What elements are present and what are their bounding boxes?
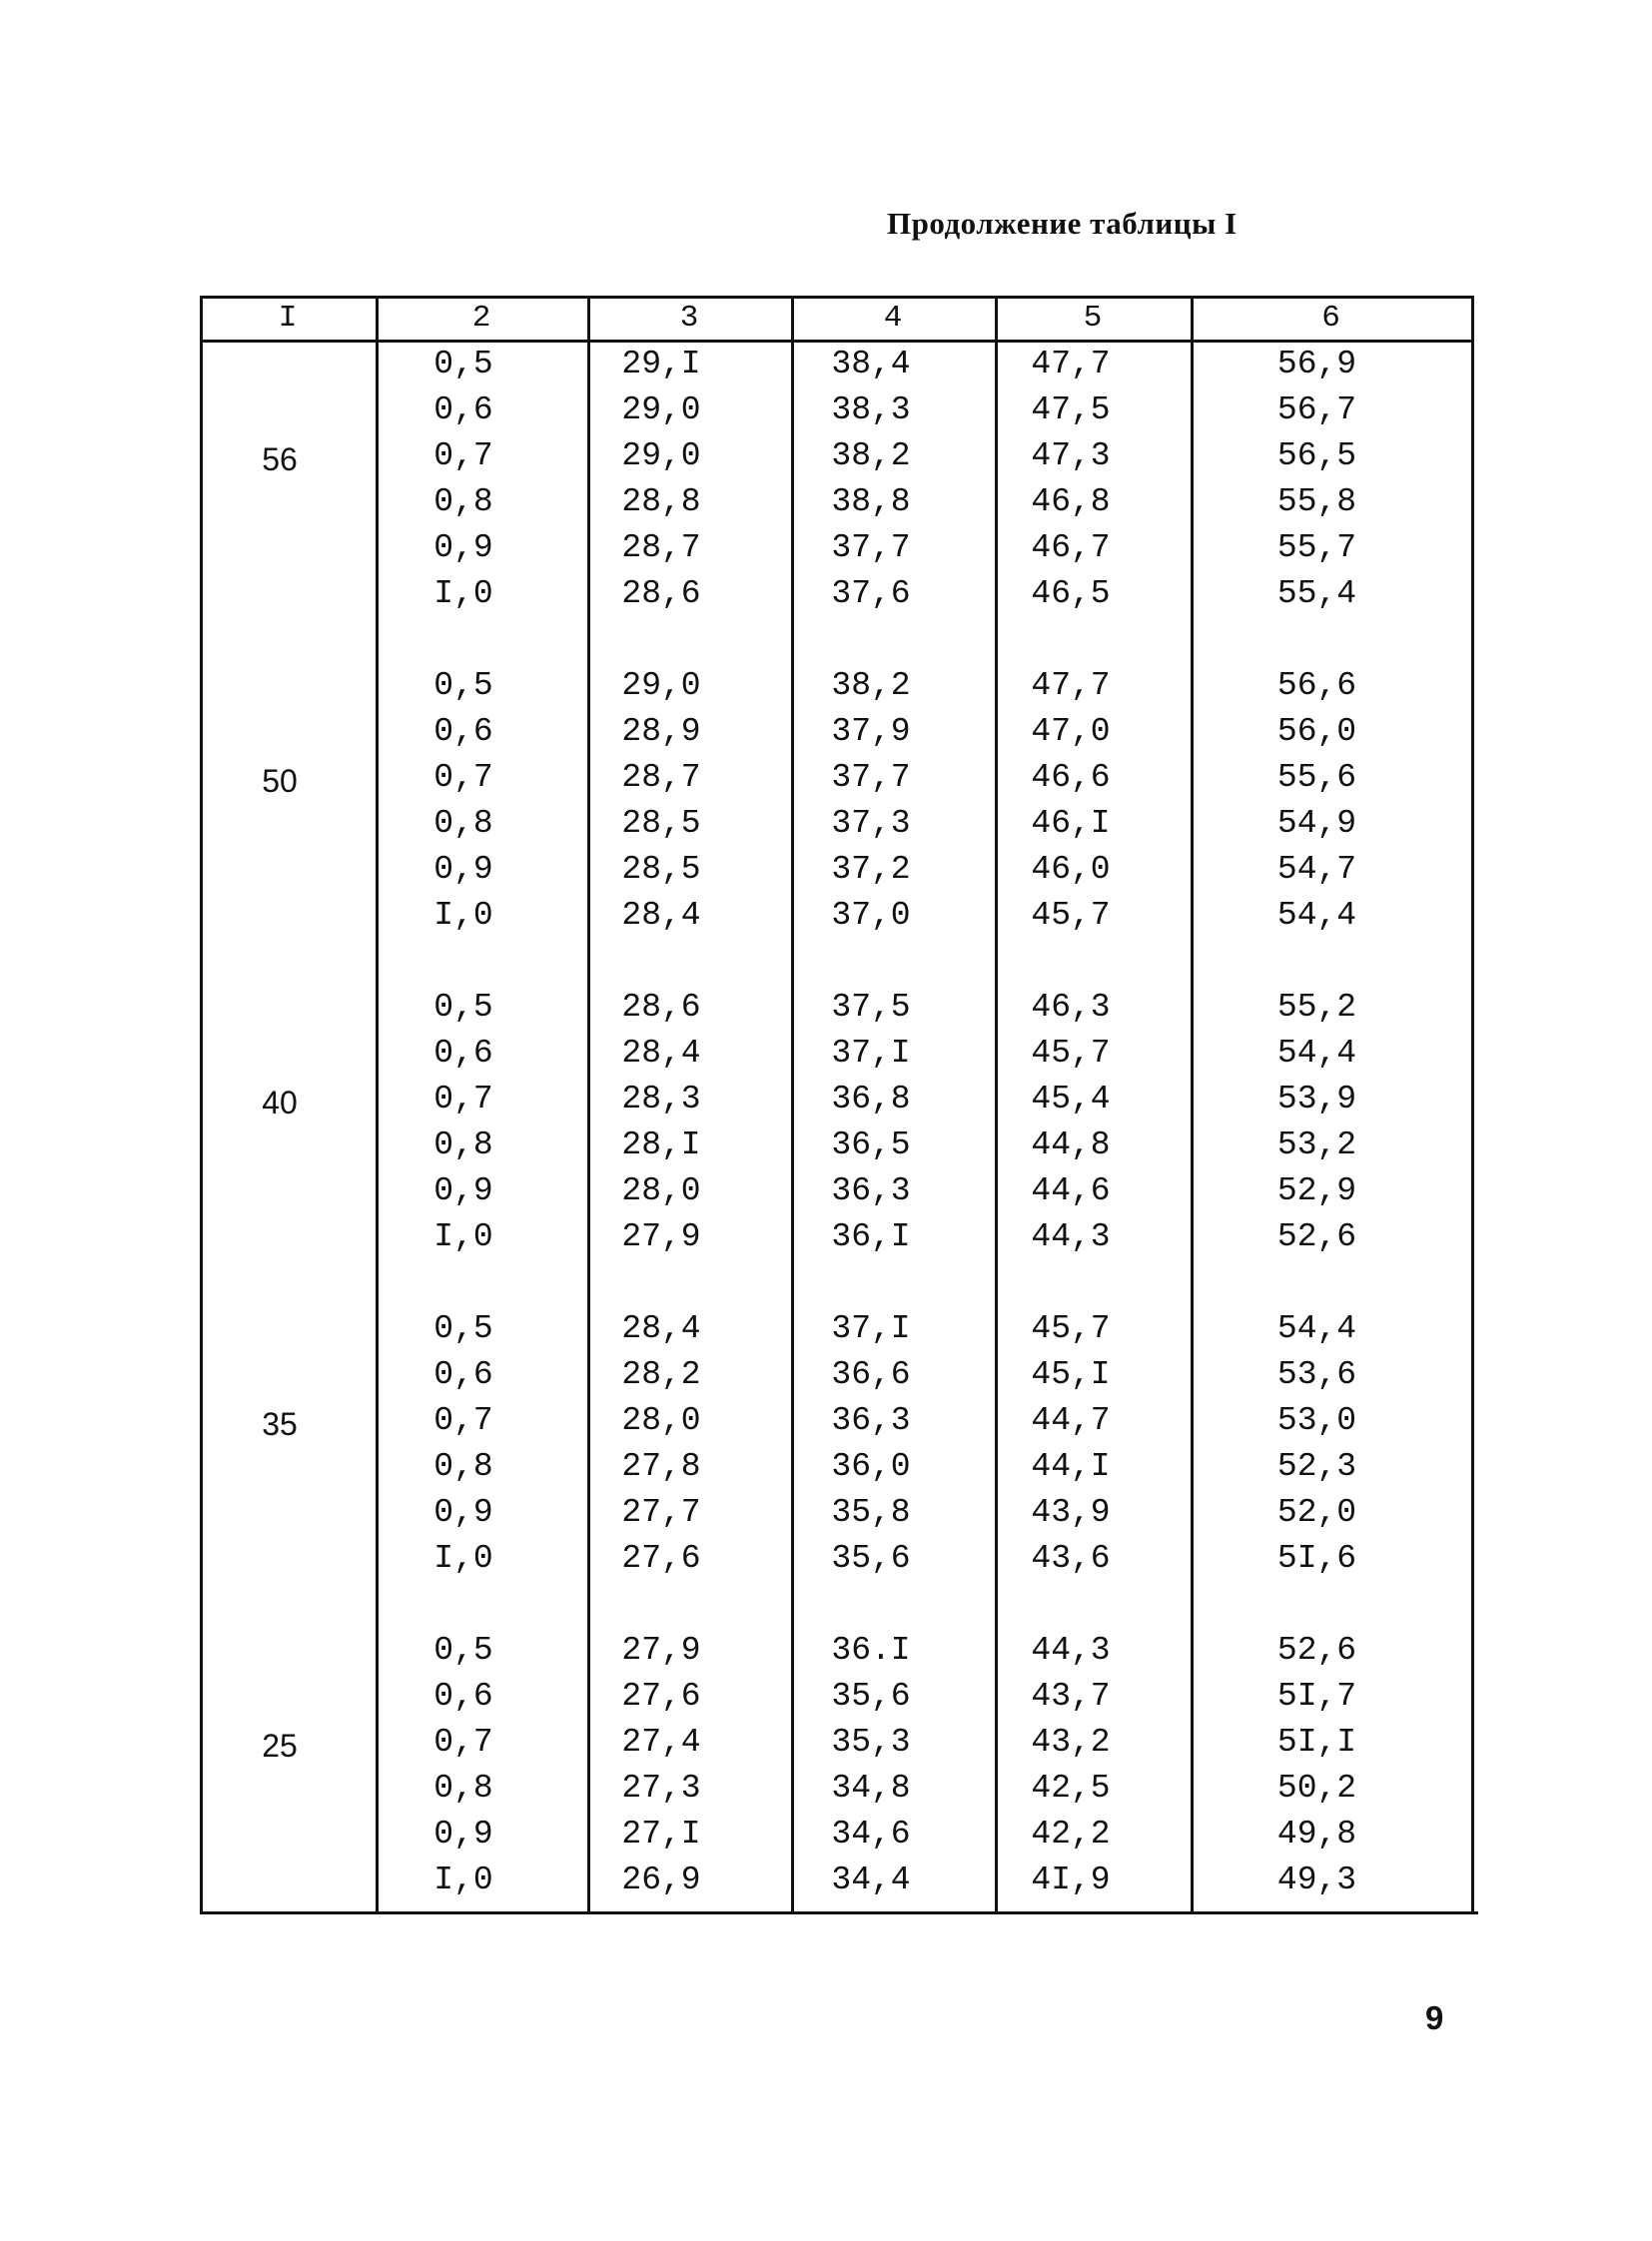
table-row bbox=[200, 1678, 1474, 1724]
table-cell: I,0 bbox=[433, 1540, 493, 1577]
table-row bbox=[200, 1126, 1474, 1172]
table-cell: 45,7 bbox=[1031, 1310, 1111, 1347]
table-cell: 46,0 bbox=[1031, 851, 1111, 888]
table-cell: 52,6 bbox=[1276, 1632, 1357, 1669]
table-cell: 47,0 bbox=[1031, 713, 1111, 750]
table-row bbox=[200, 575, 1474, 621]
table-cell: 28,5 bbox=[621, 851, 701, 888]
table-cell: 54,4 bbox=[1276, 897, 1357, 934]
table-cell: 44,7 bbox=[1031, 1402, 1111, 1439]
table-row bbox=[200, 1356, 1474, 1402]
group-label: 40 bbox=[262, 1085, 298, 1120]
table-row bbox=[200, 805, 1474, 851]
table-cell: 45,7 bbox=[1031, 1035, 1111, 1072]
table-cell: 28,4 bbox=[621, 897, 701, 934]
table-cell: 0,6 bbox=[433, 1356, 493, 1393]
table-cell: 54,7 bbox=[1276, 851, 1357, 888]
table-row bbox=[200, 1540, 1474, 1586]
table-cell: 43,2 bbox=[1031, 1724, 1111, 1761]
table-cell: 37,2 bbox=[831, 851, 911, 888]
table-cell: 0,9 bbox=[433, 1494, 493, 1531]
header-col-4: 4 bbox=[883, 301, 903, 336]
table-cell: 0,8 bbox=[433, 1448, 493, 1485]
group-label: 56 bbox=[262, 441, 298, 477]
table-cell: 43,7 bbox=[1031, 1678, 1111, 1715]
table-cell: 44,8 bbox=[1031, 1126, 1111, 1163]
table-cell: 0,6 bbox=[433, 1678, 493, 1715]
header-col-5: 5 bbox=[1083, 301, 1103, 336]
table-row bbox=[200, 1862, 1474, 1907]
table-cell: 46,7 bbox=[1031, 529, 1111, 566]
table-cell: 27,8 bbox=[621, 1448, 701, 1485]
table-cell: 34,4 bbox=[831, 1862, 911, 1898]
table-cell: 36.I bbox=[831, 1632, 911, 1669]
table-row bbox=[200, 1172, 1474, 1218]
table-cell: 46,8 bbox=[1031, 483, 1111, 520]
table-row bbox=[200, 1218, 1474, 1264]
table-cell: 46,6 bbox=[1031, 759, 1111, 796]
table-row bbox=[200, 1448, 1474, 1494]
table-cell: 47,5 bbox=[1031, 391, 1111, 428]
table-cell: 37,7 bbox=[831, 529, 911, 566]
table-cell: 47,7 bbox=[1031, 667, 1111, 704]
table-cell: 0,5 bbox=[433, 1632, 493, 1669]
table-cell: 38,2 bbox=[831, 667, 911, 704]
table-cell: 0,8 bbox=[433, 805, 493, 842]
table-cell: 52,6 bbox=[1276, 1218, 1357, 1255]
table-cell: 0,8 bbox=[433, 1770, 493, 1807]
table-cell: 0,9 bbox=[433, 1172, 493, 1209]
table-cell: 36,3 bbox=[831, 1172, 911, 1209]
table-cell: 0,6 bbox=[433, 391, 493, 428]
header-col-6: 6 bbox=[1321, 301, 1340, 336]
table-cell: 27,6 bbox=[621, 1540, 701, 1577]
table-cell: 28,2 bbox=[621, 1356, 701, 1393]
table-cell: 37,7 bbox=[831, 759, 911, 796]
table-cell: I,0 bbox=[433, 1218, 493, 1255]
table-cell: 35,8 bbox=[831, 1494, 911, 1531]
table-top-border bbox=[200, 296, 1474, 299]
table-cell: 54,4 bbox=[1276, 1035, 1357, 1072]
table-cell: 0,9 bbox=[433, 1816, 493, 1853]
table-cell: 45,I bbox=[1031, 1356, 1111, 1393]
table-row bbox=[200, 391, 1474, 437]
table-row bbox=[200, 1494, 1474, 1540]
table-caption: Продолжение таблицы I bbox=[887, 206, 1238, 241]
table-cell: 28,5 bbox=[621, 805, 701, 842]
table-cell: 52,9 bbox=[1276, 1172, 1357, 1209]
table-row bbox=[200, 1081, 1474, 1126]
page-number: 9 bbox=[1425, 1999, 1444, 2036]
header-col-2: 2 bbox=[471, 301, 491, 336]
data-table bbox=[200, 296, 1474, 1913]
table-cell: 28,I bbox=[621, 1126, 701, 1163]
table-row bbox=[200, 713, 1474, 759]
table-cell: 4I,9 bbox=[1031, 1862, 1111, 1898]
table-cell: 37,0 bbox=[831, 897, 911, 934]
table-cell: 5I,6 bbox=[1276, 1540, 1357, 1577]
table-cell: 0,5 bbox=[433, 989, 493, 1026]
table-row bbox=[200, 1770, 1474, 1816]
table-cell: 28,0 bbox=[621, 1172, 701, 1209]
table-cell: 45,7 bbox=[1031, 897, 1111, 934]
table-row bbox=[200, 667, 1474, 713]
table-cell: 29,0 bbox=[621, 437, 701, 474]
table-cell: 42,5 bbox=[1031, 1770, 1111, 1807]
table-cell: 28,6 bbox=[621, 575, 701, 612]
table-row bbox=[200, 1402, 1474, 1448]
table-row bbox=[200, 1310, 1474, 1356]
table-cell: 28,7 bbox=[621, 529, 701, 566]
table-cell: 52,3 bbox=[1276, 1448, 1357, 1485]
table-cell: 0,7 bbox=[433, 1402, 493, 1439]
table-cell: 47,3 bbox=[1031, 437, 1111, 474]
table-row bbox=[200, 1816, 1474, 1862]
table-cell: 28,3 bbox=[621, 1081, 701, 1118]
table-cell: 37,9 bbox=[831, 713, 911, 750]
table-row bbox=[200, 1035, 1474, 1081]
header-col-1: I bbox=[278, 301, 298, 336]
table-row bbox=[200, 897, 1474, 943]
table-row bbox=[200, 1724, 1474, 1770]
table-row bbox=[200, 989, 1474, 1035]
table-cell: 0,8 bbox=[433, 1126, 493, 1163]
table-cell: 53,9 bbox=[1276, 1081, 1357, 1118]
table-cell: 0,7 bbox=[433, 1081, 493, 1118]
table-cell: 44,3 bbox=[1031, 1218, 1111, 1255]
table-cell: 55,6 bbox=[1276, 759, 1357, 796]
table-cell: 27,4 bbox=[621, 1724, 701, 1761]
table-cell: 28,0 bbox=[621, 1402, 701, 1439]
table-cell: 27,7 bbox=[621, 1494, 701, 1531]
table-cell: 43,6 bbox=[1031, 1540, 1111, 1577]
table-cell: 29,0 bbox=[621, 667, 701, 704]
table-cell: 26,9 bbox=[621, 1862, 701, 1898]
table-cell: 49,3 bbox=[1276, 1862, 1357, 1898]
table-cell: 36,I bbox=[831, 1218, 911, 1255]
table-cell: 38,8 bbox=[831, 483, 911, 520]
table-cell: 55,2 bbox=[1276, 989, 1357, 1026]
table-cell: 0,5 bbox=[433, 667, 493, 704]
table-cell: 36,0 bbox=[831, 1448, 911, 1485]
table-cell: 28,8 bbox=[621, 483, 701, 520]
table-cell: 0,7 bbox=[433, 759, 493, 796]
table-bottom-border bbox=[200, 1911, 1478, 1914]
table-cell: 55,4 bbox=[1276, 575, 1357, 612]
table-cell: 27,6 bbox=[621, 1678, 701, 1715]
table-cell: 52,0 bbox=[1276, 1494, 1357, 1531]
table-cell: 56,0 bbox=[1276, 713, 1357, 750]
table-cell: 46,5 bbox=[1031, 575, 1111, 612]
table-cell: 46,I bbox=[1031, 805, 1111, 842]
table-cell: 28,4 bbox=[621, 1035, 701, 1072]
table-cell: 46,3 bbox=[1031, 989, 1111, 1026]
table-cell: 0,7 bbox=[433, 1724, 493, 1761]
table-cell: 38,4 bbox=[831, 346, 911, 382]
table-row bbox=[200, 759, 1474, 805]
table-cell: 50,2 bbox=[1276, 1770, 1357, 1807]
group-label: 50 bbox=[262, 763, 298, 799]
table-cell: 44,6 bbox=[1031, 1172, 1111, 1209]
table-cell: 37,I bbox=[831, 1310, 911, 1347]
table-cell: 56,7 bbox=[1276, 391, 1357, 428]
table-cell: 35,3 bbox=[831, 1724, 911, 1761]
table-cell: 28,4 bbox=[621, 1310, 701, 1347]
table-cell: 38,2 bbox=[831, 437, 911, 474]
table-cell: 28,6 bbox=[621, 989, 701, 1026]
table-cell: 55,7 bbox=[1276, 529, 1357, 566]
table-row bbox=[200, 346, 1474, 391]
table-cell: 27,9 bbox=[621, 1632, 701, 1669]
table-cell: 34,6 bbox=[831, 1816, 911, 1853]
table-cell: 56,5 bbox=[1276, 437, 1357, 474]
table-cell: I,0 bbox=[433, 575, 493, 612]
table-cell: 37,6 bbox=[831, 575, 911, 612]
table-cell: 0,5 bbox=[433, 346, 493, 382]
table-cell: 44,I bbox=[1031, 1448, 1111, 1485]
table-cell: 34,8 bbox=[831, 1770, 911, 1807]
group-label: 35 bbox=[262, 1406, 298, 1442]
header-col-3: 3 bbox=[679, 301, 699, 336]
header-bottom-border bbox=[200, 340, 1474, 343]
table-cell: 37,5 bbox=[831, 989, 911, 1026]
table-cell: 35,6 bbox=[831, 1678, 911, 1715]
table-cell: 55,8 bbox=[1276, 483, 1357, 520]
table-row bbox=[200, 437, 1474, 483]
table-cell: 27,3 bbox=[621, 1770, 701, 1807]
table-cell: 0,9 bbox=[433, 529, 493, 566]
table-cell: 27,I bbox=[621, 1816, 701, 1853]
table-cell: 27,9 bbox=[621, 1218, 701, 1255]
table-cell: I,0 bbox=[433, 1862, 493, 1898]
table-cell: 28,7 bbox=[621, 759, 701, 796]
table-cell: 56,9 bbox=[1276, 346, 1357, 382]
table-cell: 0,6 bbox=[433, 713, 493, 750]
group-label: 25 bbox=[262, 1728, 298, 1764]
table-cell: 29,0 bbox=[621, 391, 701, 428]
table-cell: 53,0 bbox=[1276, 1402, 1357, 1439]
table-cell: 36,8 bbox=[831, 1081, 911, 1118]
table-cell: 36,3 bbox=[831, 1402, 911, 1439]
table-row bbox=[200, 483, 1474, 529]
table-row bbox=[200, 1632, 1474, 1678]
table-cell: 29,I bbox=[621, 346, 701, 382]
table-cell: 35,6 bbox=[831, 1540, 911, 1577]
table-cell: 0,7 bbox=[433, 437, 493, 474]
table-cell: 45,4 bbox=[1031, 1081, 1111, 1118]
table-cell: 0,8 bbox=[433, 483, 493, 520]
table-cell: 37,3 bbox=[831, 805, 911, 842]
table-cell: 47,7 bbox=[1031, 346, 1111, 382]
table-row bbox=[200, 851, 1474, 897]
table-cell: 42,2 bbox=[1031, 1816, 1111, 1853]
table-cell: 0,5 bbox=[433, 1310, 493, 1347]
table-cell: 43,9 bbox=[1031, 1494, 1111, 1531]
table-row bbox=[200, 529, 1474, 575]
table-cell: 53,6 bbox=[1276, 1356, 1357, 1393]
table-cell: 54,4 bbox=[1276, 1310, 1357, 1347]
table-cell: 37,I bbox=[831, 1035, 911, 1072]
table-cell: 49,8 bbox=[1276, 1816, 1357, 1853]
table-cell: 38,3 bbox=[831, 391, 911, 428]
table-cell: 28,9 bbox=[621, 713, 701, 750]
table-cell: 5I,I bbox=[1276, 1724, 1357, 1761]
table-cell: 36,5 bbox=[831, 1126, 911, 1163]
table-cell: 36,6 bbox=[831, 1356, 911, 1393]
table-cell: 0,9 bbox=[433, 851, 493, 888]
table-cell: 0,6 bbox=[433, 1035, 493, 1072]
table-cell: 54,9 bbox=[1276, 805, 1357, 842]
table-cell: 5I,7 bbox=[1276, 1678, 1357, 1715]
table-cell: 44,3 bbox=[1031, 1632, 1111, 1669]
table-cell: I,0 bbox=[433, 897, 493, 934]
table-cell: 56,6 bbox=[1276, 667, 1357, 704]
table-cell: 53,2 bbox=[1276, 1126, 1357, 1163]
